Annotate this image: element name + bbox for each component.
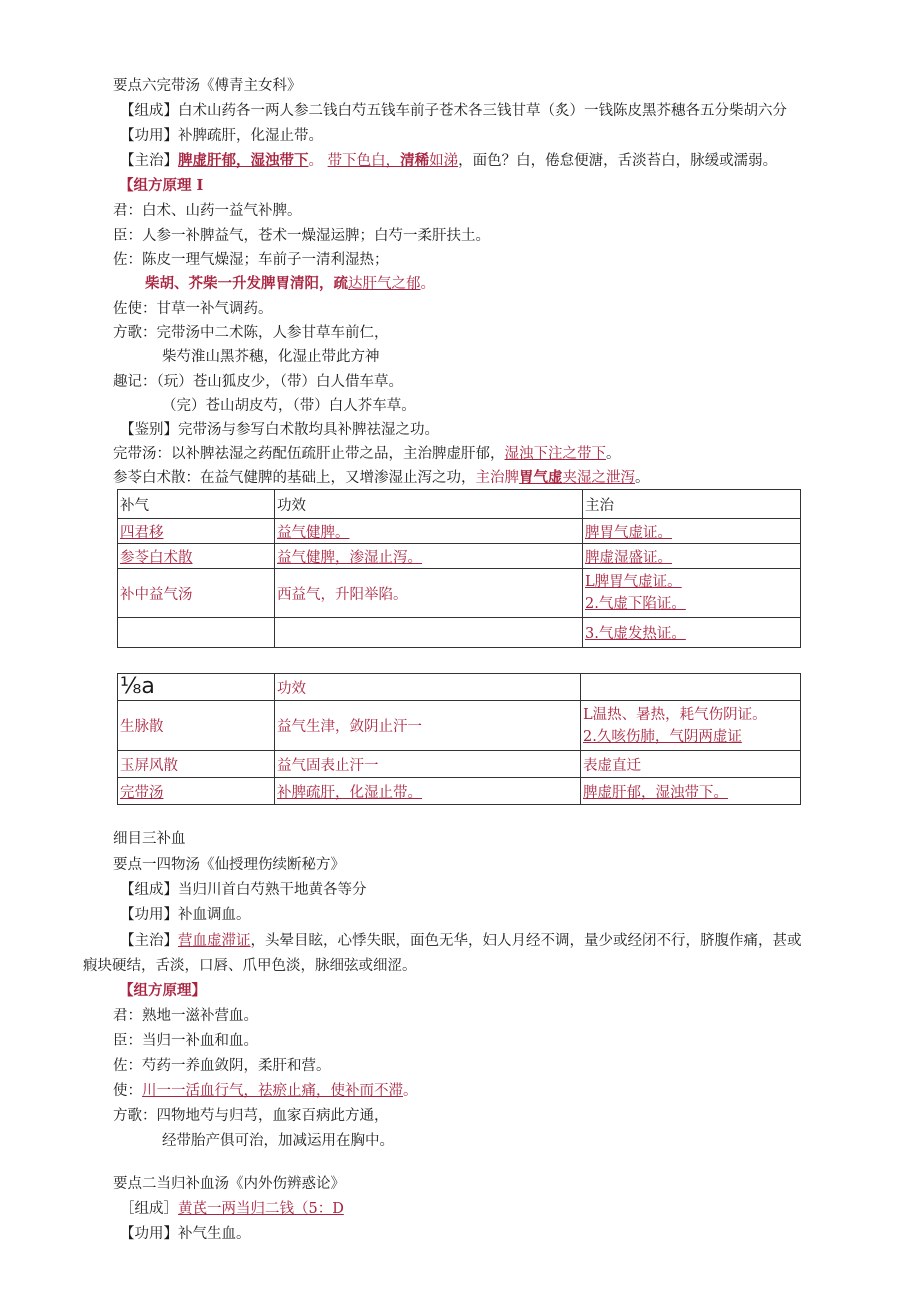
composition-line: 【组成】当归川首白芍熟干地黄各等分 [120, 882, 367, 898]
table-row [118, 701, 801, 751]
section-title: 要点一四物汤《仙授理伤续断秘方》 [113, 857, 345, 873]
table-row [118, 519, 801, 544]
zuo2-punct: 。 [420, 276, 435, 292]
formula-name: 完带汤 [118, 778, 275, 805]
formula-table-2 [117, 673, 801, 805]
function-line: 【功用】补脾疏肝，化湿止带。 [120, 128, 323, 144]
formula-effect: 益气健脾。 [275, 519, 583, 544]
song-line-2: 经带胎产俱可治，加减运用在胸中。 [162, 1133, 394, 1149]
table-header-cell: ⅛a [118, 674, 275, 701]
indication-rest: ，头晕目眩，心悸失眠，面色无华，妇人月经不调，量少或经闭不行，脐腹作痛，甚或 [250, 933, 802, 949]
composition-label: ［组成］ [120, 1201, 178, 1217]
song-line-1: 方歌：四物地芍与归芎，血家百病此方通， [113, 1108, 389, 1124]
indication-rest: ，面色？白，倦怠便溏，舌淡苔白，脉缓或濡弱。 [458, 153, 778, 169]
qi-tonic-table [117, 489, 801, 648]
table-row [118, 751, 801, 778]
table-header-cell [581, 674, 801, 701]
shi-label: 使： [113, 1083, 142, 1099]
mnemonic-line-2: （完）苍山胡皮芍，（带）白人芥车草。 [162, 398, 416, 414]
formula-effect: 益气固表止汗一 [275, 751, 581, 778]
empty-cell [275, 618, 583, 648]
indication-line [120, 931, 802, 951]
empty-cell [118, 618, 275, 648]
indication-item: 2.久咳伤肺，气阴两虚证 [583, 728, 742, 745]
formula-indication: 脾胃气虚证。 [583, 519, 801, 544]
composition-line [120, 1199, 344, 1219]
formula-effect: 补脾疏肝，化湿止带。 [275, 778, 581, 805]
wandai-text: 完带汤：以补脾祛湿之药配伍疏肝止带之品，主治脾虚肝郁， [113, 446, 505, 462]
table-row [118, 778, 801, 805]
formula-effect: 益气健脾，渗湿止泻。 [275, 544, 583, 569]
table-row [118, 618, 801, 648]
table-row [118, 544, 801, 569]
shenling-underlined: 夹湿之泄泻 [562, 470, 635, 486]
composition-line: 【组成】白术山药各一两人参二钱白芍五钱车前子苍术各三钱甘草（炙）一钱陈皮黑芥穗各五分柴胡六分 [120, 103, 787, 119]
indication-discharge: 带下色白， [327, 153, 401, 169]
shenling-main: 主治脾 [475, 470, 519, 486]
shi-punct: 。 [403, 1083, 418, 1099]
formula-effect: 西益气，升阳举陷。 [275, 569, 583, 618]
table-header-cell: 补气 [118, 490, 275, 519]
function-line: 【功用】补气生血。 [120, 1226, 251, 1242]
zuo-line-2 [145, 274, 435, 294]
wandai-punct: 。 [606, 446, 621, 462]
table-header-cell: 功效 [275, 490, 583, 519]
wandai-compare [113, 444, 621, 464]
composition-text: 黄芪一两当归二钱（5：D [178, 1201, 344, 1217]
indication-highlight: 营血虚滞证 [178, 933, 251, 949]
section-title: 要点二当归补血汤《内外伤辨惑论》 [113, 1176, 345, 1192]
indication-highlight: 脾虚肝郁，湿浊带下 [178, 152, 309, 169]
jun-line: 君：白术、山药一益气补脾。 [113, 203, 302, 219]
principle-heading: 【组方原理】 [119, 982, 206, 999]
indication-item: L温热、暑热，耗气伤阴证。 [583, 706, 767, 723]
identify-line: 【鉴别】完带汤与参写白术散均具补脾祛湿之功。 [120, 422, 439, 438]
indication-snot: 如涕 [429, 153, 459, 169]
formula-indication-list [583, 569, 801, 618]
shenling-bold: 胃气虚 [519, 469, 563, 486]
indication-label: 【主治】 [120, 933, 178, 949]
mnemonic-line-1: 趣记：（玩）苍山狐皮少，（带）白人借车草。 [113, 374, 403, 390]
table-header-row [118, 490, 801, 519]
zuo2-underlined: 达肝气之郁 [348, 276, 421, 292]
subsection-heading: 细目三补血 [113, 831, 186, 847]
formula-name: 参苓白术散 [118, 544, 275, 569]
shi-text: 川一一活血行气，祛瘀止痛，使补而不滞 [142, 1083, 403, 1099]
indication-continued: 瘕块硬结，舌淡，口唇、爪甲色淡，脉细弦或细涩。 [83, 958, 417, 974]
zuo2-bold: 柴胡、芥柴一升发脾胃清阳，疏 [145, 275, 348, 292]
section-title: 要点六完带汤《傅青主女科》 [113, 78, 302, 94]
table-header-row [118, 674, 801, 701]
shenling-text: 参苓白术散：在益气健脾的基础上，又增渗湿止泻之功， [113, 470, 476, 486]
zuo-line: 佐：芍药一养血敛阴，柔肝和营。 [113, 1058, 331, 1074]
zuo-line: 佐：陈皮一理气燥湿；车前子一清利湿热； [113, 252, 389, 268]
formula-indication: 脾虚肝郁，湿浊带下。 [581, 778, 801, 805]
function-line: 【功用】补血调血。 [120, 907, 251, 923]
indication-item: 3.气虚发热证。 [583, 618, 801, 648]
chen-line: 臣：当归一补血和血。 [113, 1033, 258, 1049]
formula-name: 玉屏风散 [118, 751, 275, 778]
formula-name: 生脉散 [118, 701, 275, 751]
formula-indication: 表虚直迁 [581, 751, 801, 778]
formula-indication: 脾虚湿盛证。 [583, 544, 801, 569]
indication-line [120, 151, 777, 171]
formula-name: 四君移 [118, 519, 275, 544]
shi-line [113, 1081, 418, 1101]
indication-item: L脾胃气虚证。 [585, 574, 682, 590]
song-line-2: 柴芍淮山黑芥穗，化湿止带此方神 [162, 349, 380, 365]
indication-label: 【主治】 [120, 153, 178, 169]
indication-punct: 。 [308, 153, 323, 169]
chen-line: 臣：人参一补脾益气，苍术一燥湿运脾；白芍一柔肝扶土。 [113, 228, 490, 244]
principle-heading: 【组方原理 I [119, 177, 204, 194]
table-header-cell: 主治 [583, 490, 801, 519]
table-header-cell: 功效 [275, 674, 581, 701]
song-line-1: 方歌：完带汤中二术陈，人参甘草车前仁， [113, 325, 389, 341]
indication-item: 2.气虚下陷证。 [585, 596, 686, 612]
formula-name: 补中益气汤 [118, 569, 275, 618]
formula-effect: 益气生津，敛阴止汗一 [275, 701, 581, 751]
formula-indication-list [581, 701, 801, 751]
shenling-compare [113, 468, 650, 488]
table-row [118, 569, 801, 618]
shenling-punct: 。 [635, 470, 650, 486]
zuoshi-line: 佐使：甘草一补气调药。 [113, 301, 273, 317]
indication-thin: 清稀 [400, 152, 430, 169]
wandai-highlight: 湿浊下注之带下 [504, 446, 606, 462]
jun-line: 君：熟地一滋补营血。 [113, 1008, 258, 1024]
